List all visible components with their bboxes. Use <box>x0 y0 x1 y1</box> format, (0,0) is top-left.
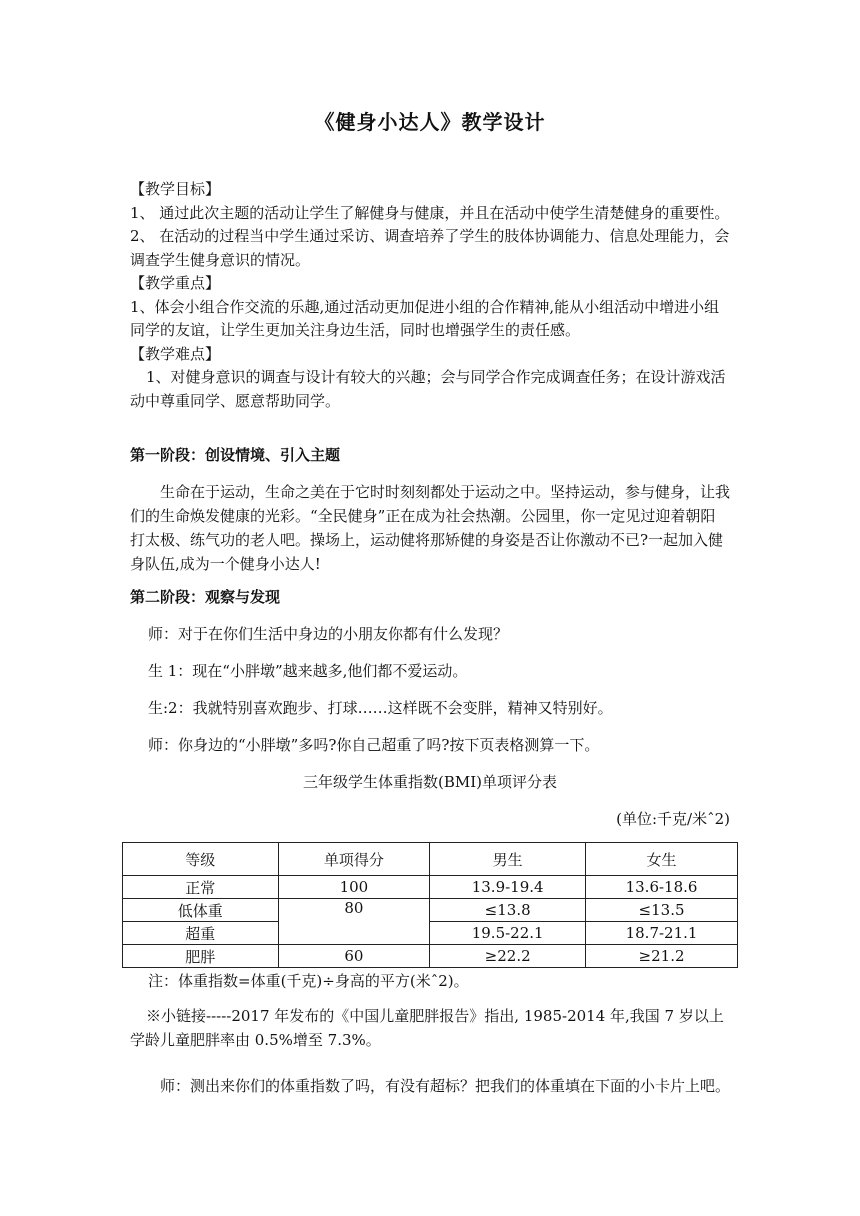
bmi-table <box>122 842 738 968</box>
table-note: 注：体重指数=体重(千克)÷身高的平方(米ˆ2)。 <box>148 972 469 990</box>
closing-section <box>130 1074 730 1098</box>
table-cell: ≥22.2 <box>430 945 586 968</box>
table-row <box>123 876 738 899</box>
dialogue-line: 生:2：我就特别喜欢跑步、打球……这样既不会变胖，精神又特别好。 <box>148 699 613 717</box>
dialogue-line: 师：你身边的“小胖墩”多吗?你自己超重了吗?按下页表格测算一下。 <box>148 736 600 754</box>
table-header-cell: 等级 <box>123 843 279 876</box>
dialogue-line: 师：对于在你们生活中身边的小朋友你都有什么发现？ <box>148 625 509 643</box>
difficulty-text: 1、对健身意识的调查与设计有较大的兴趣；会与同学合作完成调查任务；在设计游戏活动中尊重同学、愿意帮助同学。 <box>130 368 726 410</box>
closing-text: 师：测出来你们的体重指数了吗，有没有超标？把我们的体重填在下面的小卡片上吧。 <box>160 1077 731 1095</box>
table-row <box>123 922 738 945</box>
table-cell: 19.5-22.1 <box>430 922 586 945</box>
key-points: 1、体会小组合作交流的乐趣,通过活动更加促进小组的合作精神,能从小组活动中增进小组同学的友谊，让学生更加关注身边生活，同时也增强学生的责任感。 <box>130 297 720 339</box>
link-section <box>130 1004 730 1052</box>
table-title: 三年级学生体重指数(BMI)单项评分表 <box>302 773 557 791</box>
key-heading: 【教学重点】 <box>130 274 221 292</box>
table-header-row <box>123 843 738 876</box>
objectives-section <box>130 178 730 413</box>
goal-item: 2、 在活动的过程当中学生通过采访、调查培养了学生的肢体协调能力、信息处理能力，会调查学生健身意识的情况。 <box>130 227 730 269</box>
table-unit: (单位:千克/米ˆ2) <box>616 810 730 828</box>
table-cell: 肥胖 <box>123 945 279 968</box>
table-cell: 正常 <box>123 876 279 899</box>
table-cell: ≤13.5 <box>586 899 738 922</box>
document-title: 《健身小达人》教学设计 <box>314 110 546 134</box>
stage1-section <box>130 480 730 576</box>
stage2-title: 第二阶段：观察与发现 <box>130 588 281 606</box>
table-row <box>123 945 738 968</box>
table-cell: 13.9-19.4 <box>430 876 586 899</box>
table-header-cell: 单项得分 <box>278 843 430 876</box>
table-cell: ≤13.8 <box>430 899 586 922</box>
table-cell: ≥21.2 <box>586 945 738 968</box>
table-cell: 80 <box>278 899 430 945</box>
table-cell: 低体重 <box>123 899 279 922</box>
stage1-title: 第一阶段：创设情境、引入主题 <box>130 446 341 464</box>
table-cell: 100 <box>278 876 430 899</box>
table-cell: 60 <box>278 945 430 968</box>
dialogue-line: 生 1：现在“小胖墩”越来越多,他们都不爱运动。 <box>148 662 468 680</box>
table-cell: 18.7-21.1 <box>586 922 738 945</box>
link-text: ※小链接-----2017 年发布的《中国儿童肥胖报告》指出, 1985-2014 年,我国 7 岁以上学龄儿童肥胖率由 0.5%增至 7.3%。 <box>130 1007 724 1049</box>
table-cell: 13.6-18.6 <box>586 876 738 899</box>
difficulty-heading: 【教学难点】 <box>130 344 221 363</box>
table-cell: 超重 <box>123 922 279 945</box>
table-header-cell: 男生 <box>430 843 586 876</box>
stage1-text: 生命在于运动，生命之美在于它时时刻刻都处于运动之中。坚持运动，参与健身，让我们的生命焕发健康的光彩。“全民健身”正在成为社会热潮。公园里，你一定见过迎着朝阳打太极、练气功的老人吧。操场上，运动健将那矫健的身姿是否让你激动不已?一起加入健身队伍,成为一个健身小达人! <box>130 483 731 573</box>
table-header-cell: 女生 <box>586 843 738 876</box>
table-row <box>123 899 738 922</box>
goals-heading: 【教学目标】 <box>130 180 221 198</box>
goal-item: 1、 通过此次主题的活动让学生了解健身与健康，并且在活动中使学生清楚健身的重要性。 <box>130 203 730 222</box>
